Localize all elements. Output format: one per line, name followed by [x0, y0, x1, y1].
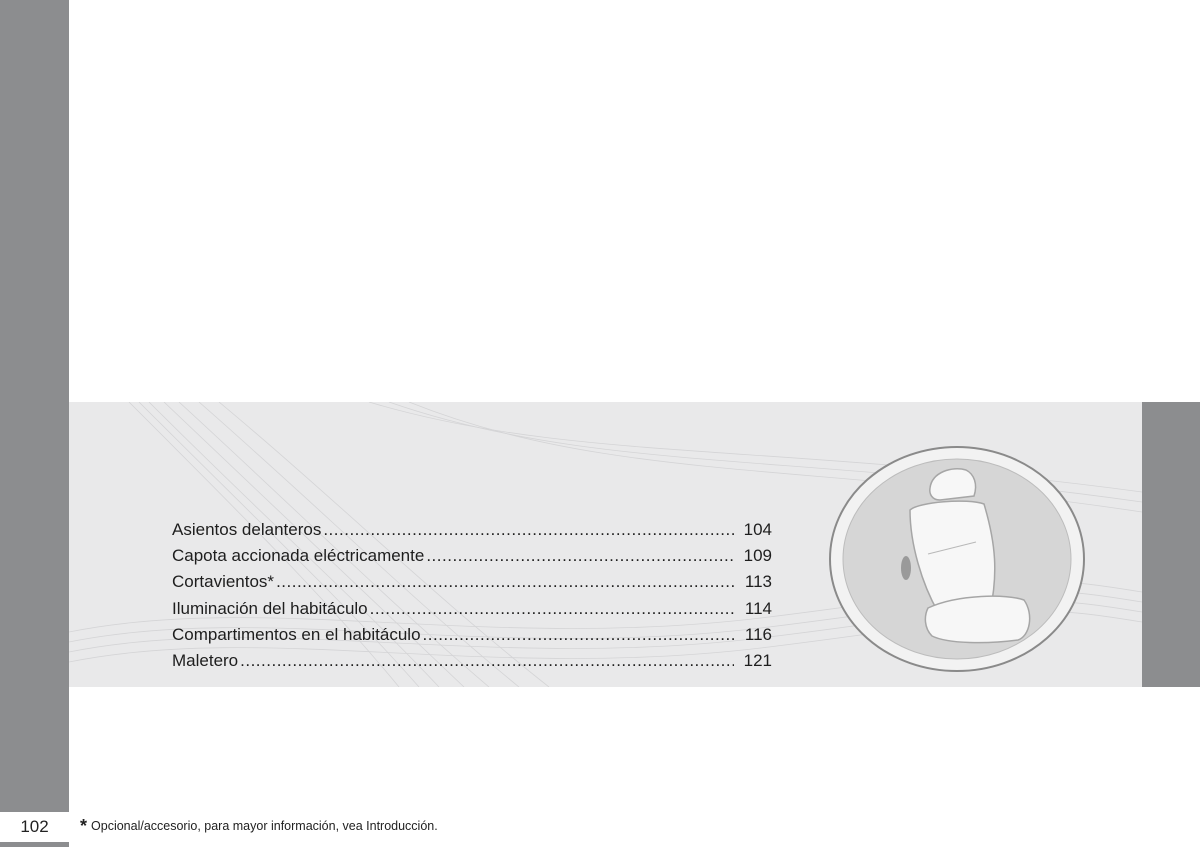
toc-dot-leader [323, 520, 734, 540]
left-margin-bar [0, 0, 69, 847]
footnote [80, 816, 438, 837]
right-chapter-tab [1142, 402, 1200, 687]
footnote-text: Opcional/accesorio, para mayor información, vea Introducción. [91, 819, 438, 833]
toc-entry-page: 113 [744, 572, 772, 592]
toc-entry-page: 116 [744, 624, 772, 644]
toc-entry-page: 121 [743, 650, 772, 670]
toc-entry-title: Maletero [172, 650, 239, 670]
toc-entry-title: Asientos delanteros [172, 520, 322, 539]
toc-entry-title: Capota accionada eléctricamente [172, 546, 425, 566]
car-seat-icon [828, 444, 1086, 674]
toc-entry[interactable] [172, 651, 772, 677]
toc-entry-page: 109 [743, 546, 772, 566]
toc-entry-page: 104 [743, 520, 772, 539]
toc-dot-leader [276, 572, 734, 592]
toc-entry[interactable] [172, 520, 772, 546]
toc-dot-leader [426, 546, 734, 566]
footnote-marker: * [80, 816, 88, 836]
toc-entry-title: Compartimentos en el habitáculo [172, 624, 421, 644]
toc-entry[interactable] [172, 625, 772, 651]
toc-dot-leader [423, 625, 734, 645]
page-number: 102 [0, 812, 69, 842]
toc-entry-title: Iluminación del habitáculo [172, 598, 368, 618]
toc-entry-page: 114 [744, 598, 772, 618]
table-of-contents [172, 520, 772, 677]
toc-entry-title: Cortavientos* [172, 572, 275, 592]
toc-entry[interactable] [172, 599, 772, 625]
toc-dot-leader [370, 599, 734, 619]
toc-entry[interactable] [172, 572, 772, 598]
toc-entry[interactable] [172, 546, 772, 572]
toc-dot-leader [240, 651, 734, 671]
